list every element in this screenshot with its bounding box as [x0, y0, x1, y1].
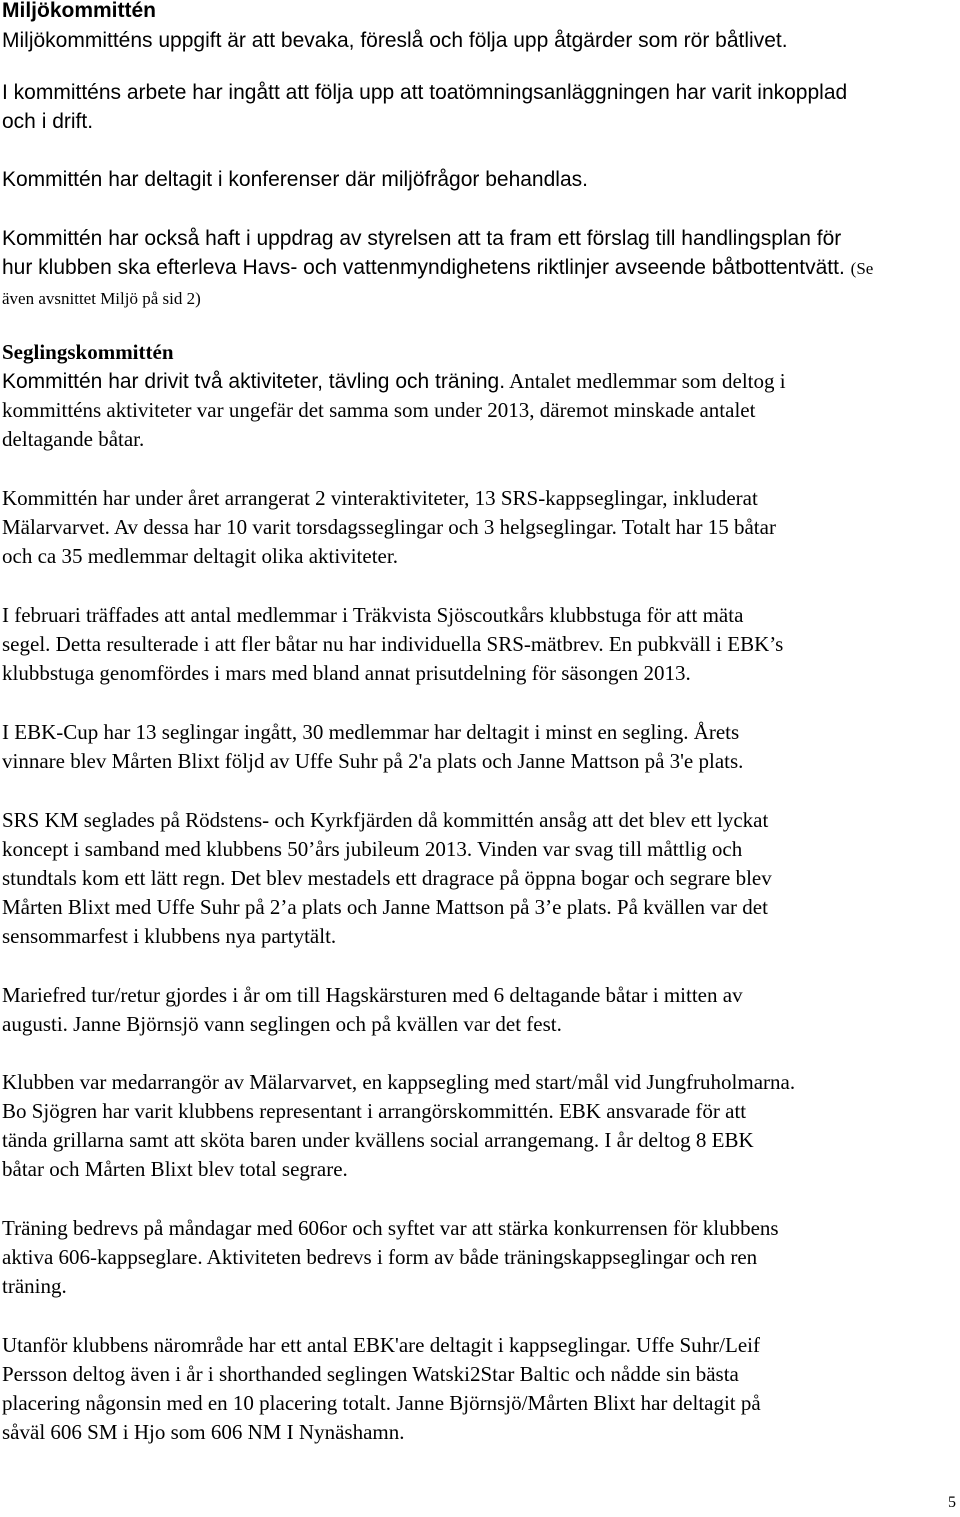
paragraph-line: sensommarfest i klubbens nya partytält.	[2, 924, 337, 948]
paragraph-line: koncept i samband med klubbens 50’års jubileum 2013. Vinden var svag till måttlig och	[2, 837, 743, 861]
paragraph-line	[2, 255, 873, 282]
page-number: 5	[948, 1494, 956, 1511]
paragraph-line	[2, 368, 786, 395]
paragraph-line: träning.	[2, 1274, 67, 1298]
paragraph-line: Kommittén har också haft i uppdrag av styrelsen att ta fram ett förslag till handlingsplan för	[2, 227, 842, 250]
paragraph-text: hur klubben ska efterleva Havs- och vattenmyndighetens riktlinjer avseende båtbottentvätt.	[2, 256, 845, 279]
paragraph-line: segel. Detta resulterade i att fler båtar nu har individuella SRS-mätbrev. En pubkväll i EBK’s	[2, 632, 784, 656]
paragraph-line: Utanför klubbens närområde har ett antal EBK'are deltagit i kappseglingar. Uffe Suhr/Leif	[2, 1333, 760, 1357]
paragraph-line: kommitténs aktiviteter var ungefär det samma som under 2013, däremot minskade antalet	[2, 398, 756, 422]
paragraph-line: och ca 35 medlemmar deltagit olika aktiviteter.	[2, 544, 398, 568]
paragraph-line: aktiva 606-kappseglare. Aktiviteten bedrevs i form av både träningskappseglingar och ren	[2, 1245, 758, 1269]
paragraph-line: stundtals kom ett lätt regn. Det blev mestadels ett dragrace på öppna bogar och segrare blev	[2, 866, 772, 890]
paragraph-line: Bo Sjögren har varit klubbens representant i arrangörskommittén. EBK ansvarade för att	[2, 1099, 747, 1123]
cross-reference-note: (Se	[850, 259, 874, 278]
section-heading-miljo: Miljökommittén	[2, 0, 157, 22]
paragraph-line: Miljökommitténs uppgift är att bevaka, föreslå och följa upp åtgärder som rör båtlivet.	[2, 29, 788, 52]
paragraph-line: deltagande båtar.	[2, 427, 145, 451]
paragraph-line: augusti. Janne Björnsjö vann seglingen och på kvällen var det fest.	[2, 1012, 562, 1036]
paragraph-text: Kommittén har drivit två aktiviteter, tävling och träning.	[2, 370, 506, 393]
paragraph-line: placering någonsin med en 10 placering totalt. Janne Björnsjö/Mårten Blixt har deltagit på	[2, 1391, 761, 1415]
paragraph-text: Antalet medlemmar som deltog i	[509, 369, 786, 393]
paragraph-line: I kommitténs arbete har ingått att följa upp att toatömningsanläggningen har varit inkopplad	[2, 81, 848, 104]
cross-reference-note: även avsnittet Miljö på sid 2)	[2, 289, 201, 308]
paragraph-line: Träning bedrevs på måndagar med 606or och syftet var att stärka konkurrensen för klubbens	[2, 1216, 779, 1240]
paragraph-line: Kommittén har under året arrangerat 2 vinteraktiviteter, 13 SRS-kappseglingar, inkluderat	[2, 486, 758, 510]
paragraph-line: såväl 606 SM i Hjo som 606 NM I Nynäshamn.	[2, 1420, 405, 1444]
paragraph-line: och i drift.	[2, 110, 94, 133]
paragraph-line: Mariefred tur/retur gjordes i år om till Hagskärsturen med 6 deltagande båtar i mitten av	[2, 983, 743, 1007]
paragraph-line: klubbstuga genomfördes i mars med bland annat prisutdelning för säsongen 2013.	[2, 661, 691, 685]
paragraph-line: Kommittén har deltagit i konferenser där miljöfrågor behandlas.	[2, 168, 588, 191]
paragraph-line: Persson deltog även i år i shorthanded seglingen Watski2Star Baltic och nådde sin bästa	[2, 1362, 739, 1386]
paragraph-line: Klubben var medarrangör av Mälarvarvet, en kappsegling med start/mål vid Jungfruholmarna.	[2, 1070, 796, 1094]
paragraph-line: Mälarvarvet. Av dessa har 10 varit torsdagsseglingar och 3 helgseglingar. Totalt har 15 båtar	[2, 515, 776, 539]
paragraph-line: Mårten Blixt med Uffe Suhr på 2’a plats och Janne Mattson på 3’e plats. På kvällen var det	[2, 895, 768, 919]
paragraph-line: I februari träffades att antal medlemmar i Träkvista Sjöscoutkårs klubbstuga för att mäta	[2, 603, 744, 627]
paragraph-line: SRS KM seglades på Rödstens- och Kyrkfjärden då kommittén ansåg att det blev ett lyckat	[2, 808, 769, 832]
section-heading-segling: Seglingskommittén	[2, 340, 174, 364]
paragraph-line: båtar och Mårten Blixt blev total segrare.	[2, 1157, 348, 1181]
paragraph-line: vinnare blev Mårten Blixt följd av Uffe Suhr på 2'a plats och Janne Mattson på 3'e plats.	[2, 749, 744, 773]
paragraph-line: tända grillarna samt att sköta baren under kvällens social arrangemang. I år deltog 8 EBK	[2, 1128, 754, 1152]
paragraph-line: I EBK-Cup har 13 seglingar ingått, 30 medlemmar har deltagit i minst en segling. Årets	[2, 720, 740, 744]
